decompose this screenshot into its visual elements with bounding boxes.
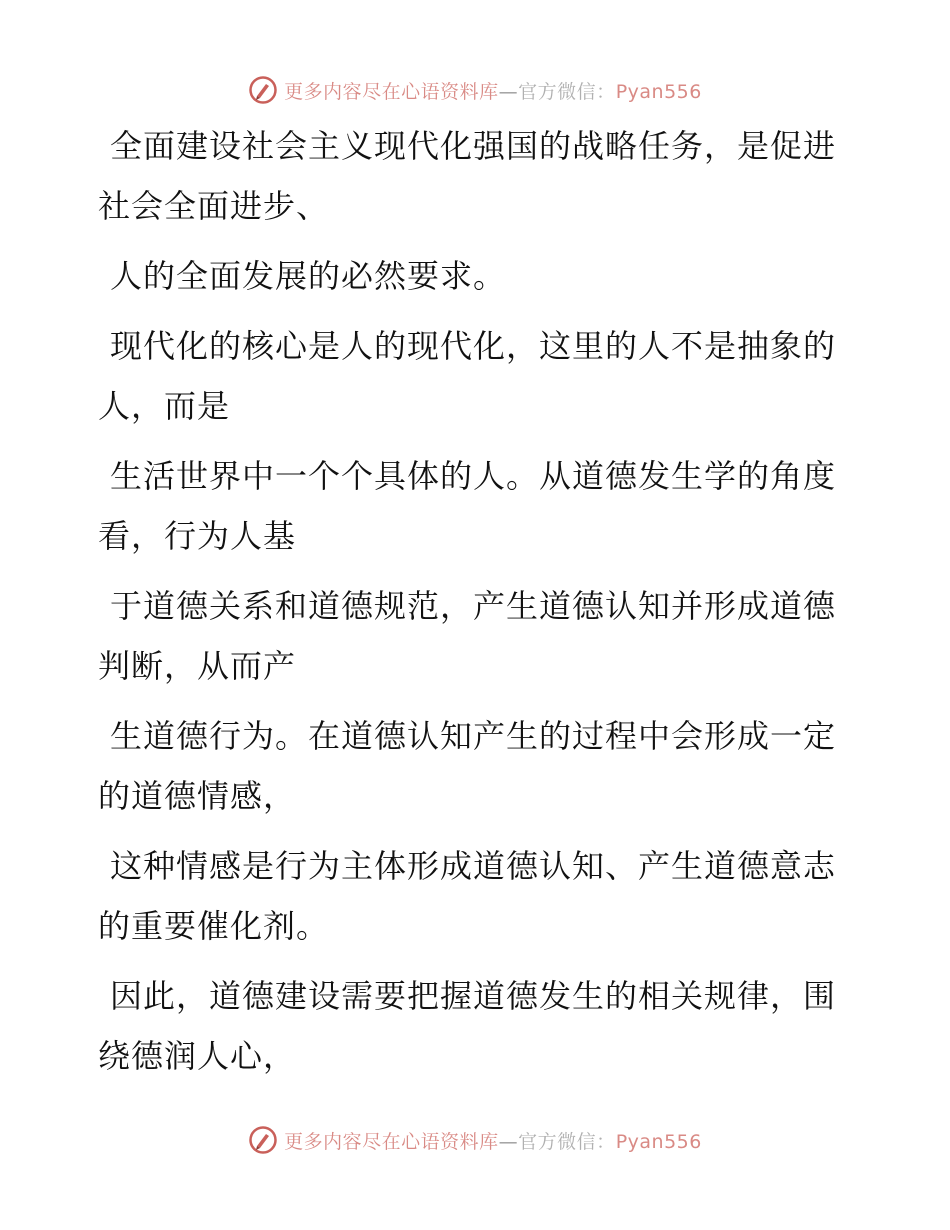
footer-brand: 更多内容尽在心语资料库 bbox=[284, 1130, 499, 1153]
paragraph-2: 人的全面发展的必然要求。 bbox=[110, 257, 507, 295]
document-body bbox=[98, 116, 838, 1086]
header-watermark bbox=[0, 70, 950, 110]
paragraph-3: 现代化的核心是人的现代化，这里的人不是抽象的人，而是 bbox=[98, 327, 837, 425]
paragraph-7: 这种情感是行为主体形成道德认知、产生道德意志的重要催化剂。 bbox=[98, 847, 837, 945]
paragraph-5: 于道德关系和道德规范，产生道德认知并形成道德判断，从而产 bbox=[98, 587, 837, 685]
header-wechat-label: 官方微信： bbox=[518, 80, 616, 103]
paragraph-8: 因此，道德建设需要把握道德发生的相关规律，围绕德润人心， bbox=[98, 977, 837, 1075]
header-text bbox=[284, 77, 702, 104]
footer-text bbox=[284, 1127, 702, 1154]
header-separator: — bbox=[498, 80, 519, 103]
paragraph-6: 生道德行为。在道德认知产生的过程中会形成一定的道德情感， bbox=[98, 717, 837, 815]
header-brand: 更多内容尽在心语资料库 bbox=[284, 80, 499, 103]
footer-wechat-id: Pyan556 bbox=[615, 1130, 702, 1153]
pen-circle-logo-icon bbox=[248, 75, 278, 105]
pen-circle-logo-icon bbox=[248, 1125, 278, 1155]
footer-watermark bbox=[0, 1120, 950, 1160]
paragraph-4: 生活世界中一个个具体的人。从道德发生学的角度看，行为人基 bbox=[98, 457, 837, 555]
paragraph-1: 全面建设社会主义现代化强国的战略任务，是促进社会全面进步、 bbox=[98, 127, 837, 225]
header-wechat-id: Pyan556 bbox=[615, 80, 702, 103]
footer-separator: — bbox=[498, 1130, 519, 1153]
footer-wechat-label: 官方微信： bbox=[518, 1130, 616, 1153]
